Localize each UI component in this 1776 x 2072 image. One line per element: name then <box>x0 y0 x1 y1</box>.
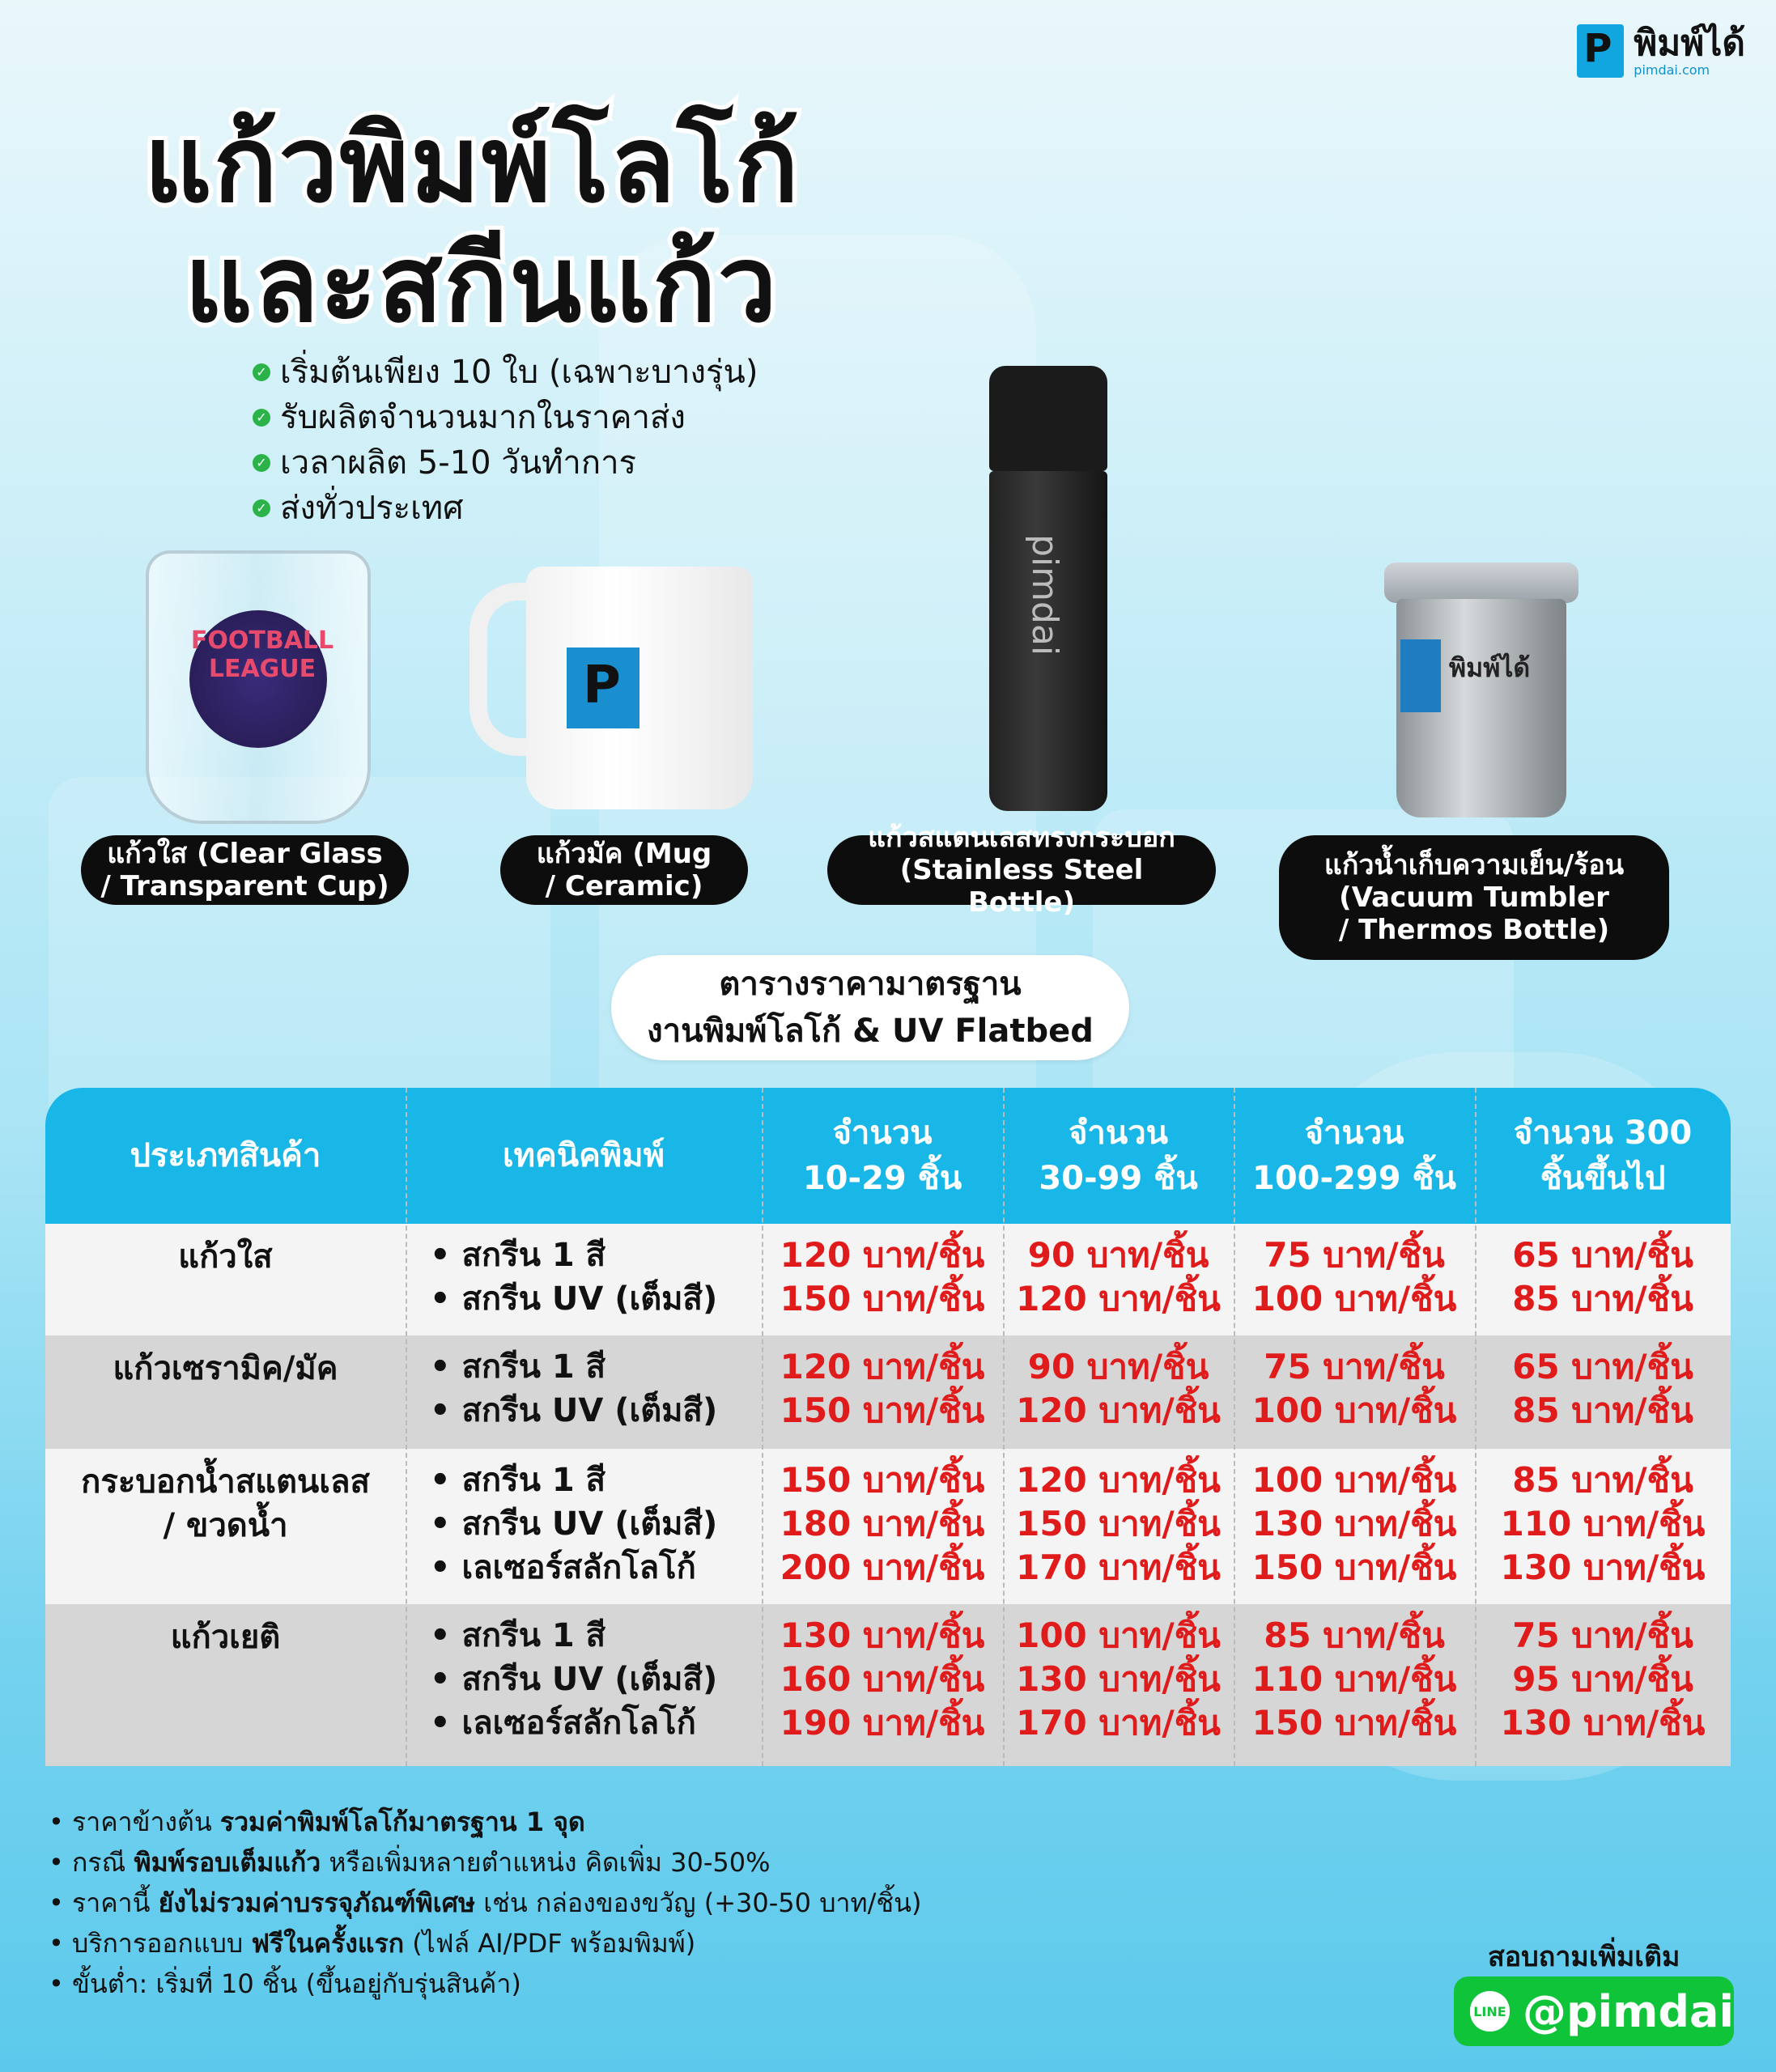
line-handle: @pimdai <box>1522 1985 1734 2037</box>
row-product-type: แก้วใส <box>178 1238 273 1276</box>
row-price-300-plus: 65 บาท/ชิ้น 85 บาท/ชิ้น <box>1512 1235 1693 1318</box>
row-product-type: กระบอกน้ำสแตนเลส / ขวดน้ำ <box>81 1463 370 1544</box>
column-divider <box>1003 1088 1005 1766</box>
feature-item: ✓ เริ่มต้นเพียง 10 ใบ (เฉพาะบางรุ่น) <box>253 350 758 395</box>
line-app-icon: LINE <box>1470 1991 1510 2032</box>
row-price-30-99: 90 บาท/ชิ้น 120 บาท/ชิ้น <box>1016 1235 1221 1318</box>
row-techniques: • สกรีน 1 สี • สกรีน UV (เต็มสี) • เลเซอร์สลักโลโก้ <box>406 1449 762 1604</box>
table-row <box>45 1604 1731 1766</box>
header-product-type: ประเภทสินค้า <box>130 1137 321 1174</box>
check-icon: ✓ <box>253 454 270 472</box>
brand-name: พิมพ์ได้ <box>1634 22 1745 64</box>
bottle-lid-image <box>989 366 1107 471</box>
clear-glass-image <box>146 550 371 824</box>
bottle-print-text: pimdai <box>1024 534 1065 656</box>
header-qty-300-plus: จำนวน 300 ชิ้นขึ้นไป <box>1513 1115 1693 1197</box>
tumbler-lid-image <box>1384 563 1578 603</box>
column-divider <box>406 1088 407 1766</box>
row-price-300-plus: 65 บาท/ชิ้น 85 บาท/ชิ้น <box>1512 1347 1693 1430</box>
row-techniques: • สกรีน 1 สี • สกรีน UV (เต็มสี) <box>406 1224 762 1335</box>
brand-logo-icon <box>1577 24 1624 78</box>
brand-logo[interactable] <box>1577 24 1745 78</box>
check-icon: ✓ <box>253 409 270 427</box>
page-title-line1: แก้วพิมพ์โลโก้ <box>144 103 801 226</box>
row-price-100-299: 100 บาท/ชิ้น 130 บาท/ชิ้น 150 บาท/ชิ้น <box>1251 1460 1457 1587</box>
row-price-10-29: 120 บาท/ชิ้น 150 บาท/ชิ้น <box>780 1235 985 1318</box>
column-divider <box>762 1088 763 1766</box>
football-league-emblem: FOOTBALL LEAGUE <box>189 610 327 748</box>
page-title-line2: และสกีนแก้ว <box>185 223 779 346</box>
check-icon: ✓ <box>253 499 270 517</box>
row-price-100-299: 75 บาท/ชิ้น 100 บาท/ชิ้น <box>1251 1235 1457 1318</box>
row-price-10-29: 120 บาท/ชิ้น 150 บาท/ชิ้น <box>780 1347 985 1430</box>
tumbler-print-text: พิมพ์ได้ <box>1449 652 1531 683</box>
column-divider <box>1475 1088 1476 1766</box>
product-label-steel-bottle: แก้วสแตนเลสทรงกระบอก (Stainless Steel Bottle) <box>827 835 1216 905</box>
feature-item: ✓ รับผลิตจำนวนมากในราคาส่ง <box>253 395 758 440</box>
row-price-10-29: 150 บาท/ชิ้น 180 บาท/ชิ้น 200 บาท/ชิ้น <box>780 1460 985 1587</box>
brand-site: pimdai.com <box>1634 62 1710 78</box>
row-techniques: • สกรีน 1 สี • สกรีน UV (เต็มสี) <box>406 1335 762 1449</box>
tumbler-logo-icon <box>1400 639 1441 712</box>
row-price-100-299: 85 บาท/ชิ้น 110 บาท/ชิ้น 150 บาท/ชิ้น <box>1251 1616 1457 1743</box>
price-notes <box>49 1802 921 2004</box>
header-qty-30-99: จำนวน 30-99 ชิ้น <box>1039 1115 1198 1197</box>
row-price-30-99: 120 บาท/ชิ้น 150 บาท/ชิ้น 170 บาท/ชิ้น <box>1016 1460 1221 1587</box>
table-header <box>45 1088 1731 1224</box>
header-technique: เทคนิคพิมพ์ <box>503 1137 665 1174</box>
row-price-300-plus: 75 บาท/ชิ้น 95 บาท/ชิ้น 130 บาท/ชิ้น <box>1500 1616 1706 1743</box>
row-price-300-plus: 85 บาท/ชิ้น 110 บาท/ชิ้น 130 บาท/ชิ้น <box>1500 1460 1706 1587</box>
row-price-10-29: 130 บาท/ชิ้น 160 บาท/ชิ้น 190 บาท/ชิ้น <box>780 1616 985 1743</box>
product-label-vacuum-tumbler: แก้วน้ำเก็บความเย็น/ร้อน (Vacuum Tumbler / Thermos Bottle) <box>1279 835 1669 960</box>
row-price-100-299: 75 บาท/ชิ้น 100 บาท/ชิ้น <box>1251 1347 1457 1430</box>
table-row <box>45 1224 1731 1335</box>
product-label-mug: แก้วมัค (Mug / Ceramic) <box>500 835 748 905</box>
feature-list <box>253 350 758 531</box>
price-table <box>45 1088 1731 1766</box>
note-item: • บริการออกแบบ ฟรีในครั้งแรก (ไฟล์ AI/PDF พร้อมพิมพ์) <box>49 1923 921 1964</box>
header-qty-10-29: จำนวน 10-29 ชิ้น <box>802 1115 962 1197</box>
column-divider <box>1234 1088 1235 1766</box>
table-row <box>45 1449 1731 1604</box>
table-row <box>45 1335 1731 1449</box>
row-price-30-99: 100 บาท/ชิ้น 130 บาท/ชิ้น 170 บาท/ชิ้น <box>1016 1616 1221 1743</box>
row-price-30-99: 90 บาท/ชิ้น 120 บาท/ชิ้น <box>1016 1347 1221 1430</box>
line-contact-button[interactable] <box>1454 1976 1734 2046</box>
note-item: • ราคาข้างต้น รวมค่าพิมพ์โลโก้มาตรฐาน 1 จุด <box>49 1802 921 1842</box>
row-techniques: • สกรีน 1 สี • สกรีน UV (เต็มสี) • เลเซอร์สลักโลโก้ <box>406 1604 762 1766</box>
feature-item: ✓ ส่งทั่วประเทศ <box>253 486 758 531</box>
mug-logo-icon <box>567 648 639 728</box>
mug-image <box>526 567 753 809</box>
note-item: • ราคานี้ ยังไม่รวมค่าบรรจุภัณฑ์พิเศษ เช่น กล่องของขวัญ (+30-50 บาท/ชิ้น) <box>49 1883 921 1923</box>
row-product-type: แก้วเซรามิค/มัค <box>113 1350 338 1387</box>
row-product-type: แก้วเยติ <box>170 1619 281 1656</box>
product-label-clear-glass: แก้วใส (Clear Glass / Transparent Cup) <box>81 835 409 905</box>
note-item: • กรณี พิมพ์รอบเต็มแก้ว หรือเพิ่มหลายตำแหน่ง คิดเพิ่ม 30-50% <box>49 1842 921 1883</box>
check-icon: ✓ <box>253 363 270 381</box>
price-table-title: ตารางราคามาตรฐาน งานพิมพ์โลโก้ & UV Flatbed <box>611 955 1129 1060</box>
header-qty-100-299: จำนวน 100-299 ชิ้น <box>1251 1115 1456 1197</box>
note-item: • ขั้นต่ำ: เริ่มที่ 10 ชิ้น (ขึ้นอยู่กับรุ่นสินค้า) <box>49 1964 921 2004</box>
feature-item: ✓ เวลาผลิต 5-10 วันทำการ <box>253 440 758 486</box>
contact-label: สอบถามเพิ่มเติม <box>1488 1941 1680 1973</box>
